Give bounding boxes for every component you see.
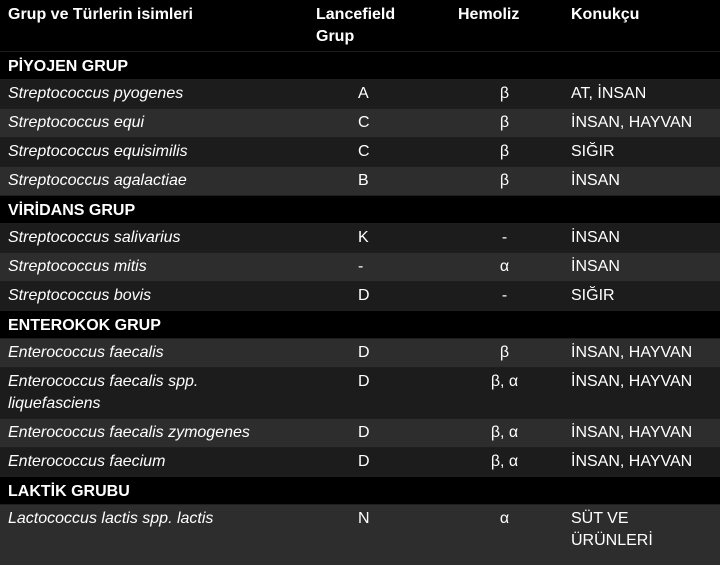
group-row xyxy=(0,52,720,80)
host-cell: İNSAN, HAYVAN xyxy=(565,368,720,419)
host-cell: İNSAN, HAYVAN xyxy=(565,419,720,448)
table-row xyxy=(0,368,720,419)
group-name: VİRİDANS GRUP xyxy=(0,196,720,224)
species-cell: Streptococcus equisimilis xyxy=(0,138,300,167)
table-header-row xyxy=(0,0,720,52)
hemolysis-cell: β, α xyxy=(440,368,565,419)
lancefield-cell: D xyxy=(300,282,440,311)
host-cell: İNSAN xyxy=(565,224,720,253)
host-cell: İNSAN xyxy=(565,253,720,282)
header-hemolysis: Hemoliz xyxy=(440,0,565,52)
table-row xyxy=(0,80,720,109)
hemolysis-cell: β xyxy=(440,109,565,138)
group-row xyxy=(0,196,720,224)
table-row xyxy=(0,448,720,477)
header-species: Grup ve Türlerin isimleri xyxy=(0,0,300,52)
table-row xyxy=(0,224,720,253)
table-row xyxy=(0,109,720,138)
species-cell: Streptococcus pyogenes xyxy=(0,80,300,109)
lancefield-cell: K xyxy=(300,224,440,253)
hemolysis-cell: - xyxy=(440,282,565,311)
species-cell: Streptococcus mitis xyxy=(0,253,300,282)
group-row xyxy=(0,311,720,339)
group-name: LAKTİK GRUBU xyxy=(0,477,720,505)
hemolysis-cell: β, α xyxy=(440,448,565,477)
group-name: ENTEROKOK GRUP xyxy=(0,311,720,339)
table-row xyxy=(0,253,720,282)
table-row xyxy=(0,282,720,311)
species-cell: Enterococcus faecalis spp. liquefasciens xyxy=(0,368,300,419)
lancefield-cell: D xyxy=(300,339,440,368)
group-row xyxy=(0,477,720,505)
hemolysis-cell: - xyxy=(440,224,565,253)
species-cell: Enterococcus faecalis xyxy=(0,339,300,368)
hemolysis-cell: α xyxy=(440,253,565,282)
lancefield-cell: A xyxy=(300,80,440,109)
species-cell: Streptococcus bovis xyxy=(0,282,300,311)
species-cell: Lactococcus lactis spp. lactis xyxy=(0,505,300,565)
table-row xyxy=(0,505,720,565)
species-cell: Streptococcus agalactiae xyxy=(0,167,300,196)
header-lancefield: Lancefield Grup xyxy=(300,0,440,52)
header-host: Konukçu xyxy=(565,0,720,52)
host-cell: SÜT VE ÜRÜNLERİ xyxy=(565,505,720,565)
table-row xyxy=(0,167,720,196)
table-row xyxy=(0,419,720,448)
hemolysis-cell: α xyxy=(440,505,565,565)
hemolysis-cell: β xyxy=(440,80,565,109)
lancefield-cell: D xyxy=(300,419,440,448)
species-cell: Enterococcus faecalis zymogenes xyxy=(0,419,300,448)
species-cell: Enterococcus faecium xyxy=(0,448,300,477)
species-cell: Streptococcus equi xyxy=(0,109,300,138)
lancefield-cell: C xyxy=(300,109,440,138)
host-cell: SIĞIR xyxy=(565,282,720,311)
lancefield-cell: D xyxy=(300,448,440,477)
lancefield-cell: B xyxy=(300,167,440,196)
group-name: PİYOJEN GRUP xyxy=(0,52,720,80)
hemolysis-cell: β, α xyxy=(440,419,565,448)
table-row xyxy=(0,138,720,167)
lancefield-cell: N xyxy=(300,505,440,565)
hemolysis-cell: β xyxy=(440,339,565,368)
host-cell: SIĞIR xyxy=(565,138,720,167)
table-body xyxy=(0,52,720,565)
lancefield-cell: C xyxy=(300,138,440,167)
host-cell: İNSAN, HAYVAN xyxy=(565,339,720,368)
hemolysis-cell: β xyxy=(440,167,565,196)
lancefield-cell: D xyxy=(300,368,440,419)
species-cell: Streptococcus salivarius xyxy=(0,224,300,253)
lancefield-cell: - xyxy=(300,253,440,282)
host-cell: AT, İNSAN xyxy=(565,80,720,109)
host-cell: İNSAN, HAYVAN xyxy=(565,109,720,138)
table-row xyxy=(0,339,720,368)
hemolysis-cell: β xyxy=(440,138,565,167)
host-cell: İNSAN xyxy=(565,167,720,196)
host-cell: İNSAN, HAYVAN xyxy=(565,448,720,477)
